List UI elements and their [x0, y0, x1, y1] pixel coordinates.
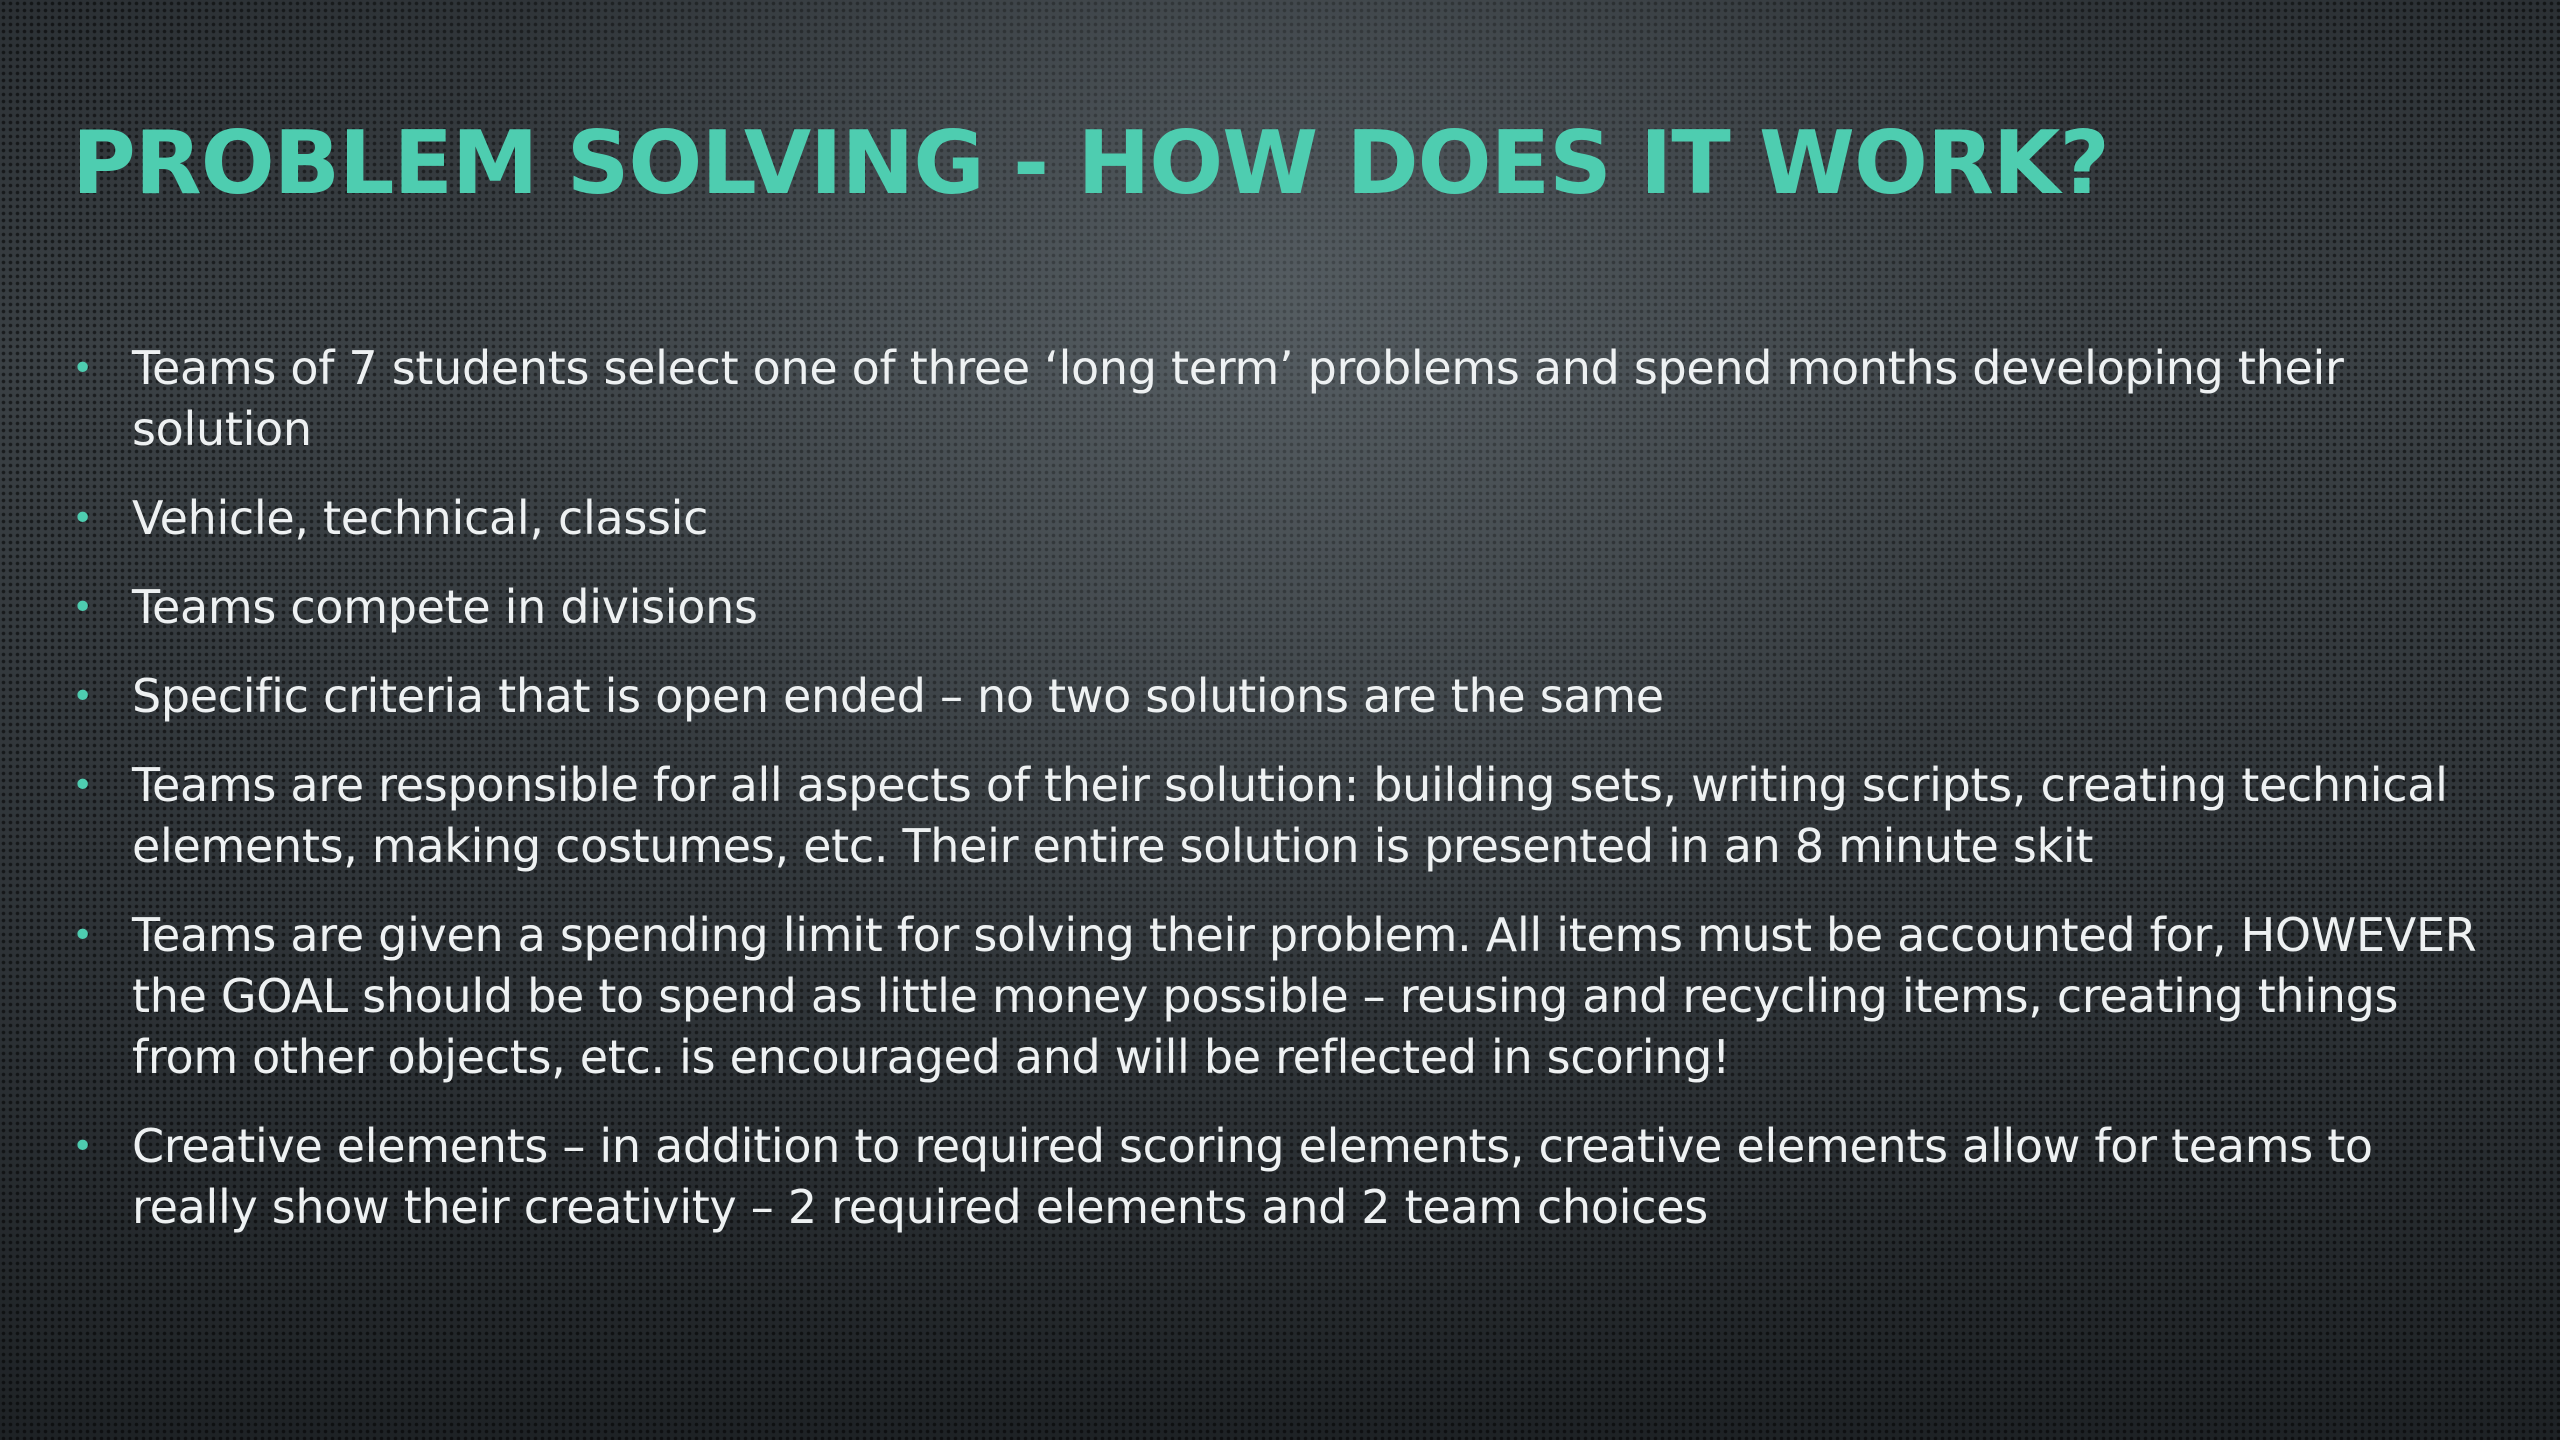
- bullet-marker-icon: •: [72, 498, 93, 539]
- bullet-text: Specific criteria that is open ended – no two solutions are the same: [132, 669, 1664, 723]
- bullet-item: [68, 488, 2508, 549]
- bullet-item: [68, 1116, 2508, 1238]
- bullet-text: Creative elements – in addition to required scoring elements, creative elements allow for teams to really show their creativity – 2 required elements and 2 team choices: [132, 1119, 2373, 1234]
- bullet-item: [68, 905, 2508, 1088]
- bullet-marker-icon: •: [72, 1126, 93, 1167]
- bullet-text: Vehicle, technical, classic: [132, 491, 709, 545]
- bullet-text: Teams are given a spending limit for solving their problem. All items must be accounted for, HOWEVER the GOAL should be to spend as little money possible – reusing and recycling items, creating things from other objects, etc. is encouraged and will be reflected in scoring!: [132, 908, 2477, 1084]
- bullet-marker-icon: •: [72, 676, 93, 717]
- slide-title: PROBLEM SOLVING - HOW DOES IT WORK?: [72, 112, 2109, 214]
- bullet-list: [68, 338, 2508, 1266]
- bullet-item: [68, 666, 2508, 727]
- bullet-text: Teams of 7 students select one of three ‘long term’ problems and spend months developing their solution: [132, 341, 2344, 456]
- bullet-text: Teams are responsible for all aspects of their solution: building sets, writing scripts, creating technical elements, making costumes, etc. Their entire solution is presented in an 8 minute skit: [132, 758, 2448, 873]
- bullet-marker-icon: •: [72, 348, 93, 389]
- bullet-marker-icon: •: [72, 587, 93, 628]
- bullet-marker-icon: •: [72, 915, 93, 956]
- bullet-item: [68, 755, 2508, 877]
- bullet-item: [68, 338, 2508, 460]
- bullet-item: [68, 577, 2508, 638]
- bullet-text: Teams compete in divisions: [132, 580, 758, 634]
- bullet-marker-icon: •: [72, 765, 93, 806]
